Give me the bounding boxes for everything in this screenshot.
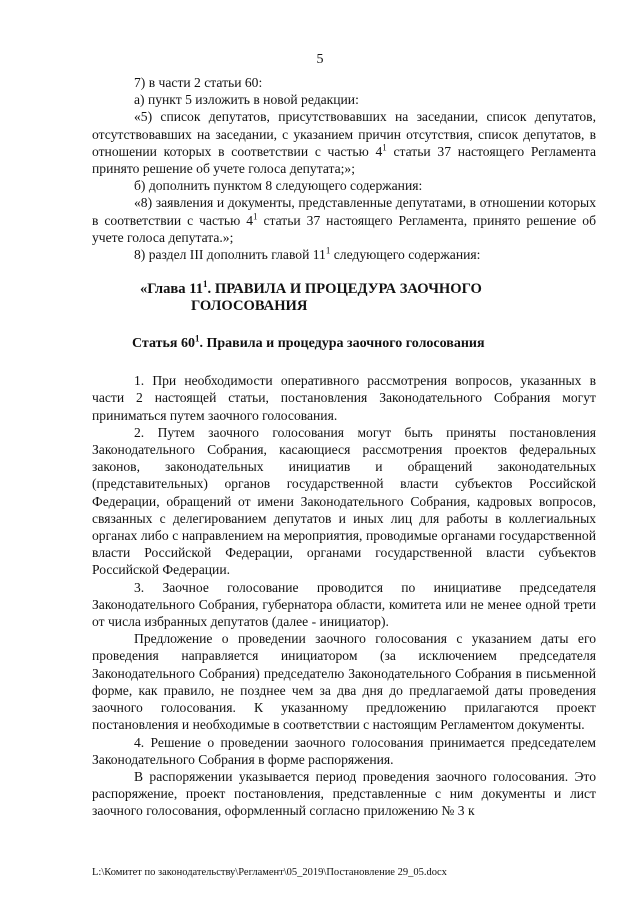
chapter-heading: «Глава $11^1$. ПРАВИЛА И ПРОЦЕДУРА ЗАОЧНОГО ГОЛОСОВАНИЯ [140,279,482,315]
article-paragraph: 1. При необходимости оперативного рассмотрения вопросов, указанных в части 2 настоящей статьи, постановления Законодательного Собрания могут приниматься путем заочного голосования. [92,373,596,423]
amendment-paragraph: 7) в части 2 статьи 60: [134,75,263,90]
amendment-paragraph: б) дополнить пунктом 8 следующего содержания: [134,178,423,194]
article-paragraph: Предложение о проведении заочного голосования с указанием даты его проведения направляется инициатором (за исключением председателя Законодательного Собрания) председателю Законодательного Собрания в письменной форме, как правило, не позднее чем за два дня до предлагаемой даты проведения заочного голосования. К указанному предложению прилагаются проект постановления и необходимые в соответствии с настоящим Регламентом документы. [92,631,596,733]
amendment-paragraph: 8) раздел III дополнить главой $11^1$ следующего содержания: [134,245,481,263]
article-paragraph: В распоряжении указывается период проведения заочного голосования. Это распоряжение, проект постановления, представленные с ним документы и лист заочного голосования, оформленный согласно приложению № 3 к [92,768,596,819]
amendment-paragraph: «8) заявления и документы, представленные депутатами, в отношении которых в соответствии с частью $4^1$ статьи 37 настоящего Регламента, принято решение об учете голоса депутата.»; [92,195,596,245]
article-heading: Статья $60^1$. Правила и процедура заочного голосования [132,333,485,352]
footer-file-path: L:\Комитет по законодательству\Регламент\05_2019\Постановление 29_05.docx [92,867,447,878]
amendment-paragraph: а) пункт 5 изложить в новой редакции: [134,92,359,108]
document-body [92,74,596,820]
amendment-paragraph: «5) список депутатов, присутствовавших на заседании, список депутатов, отсутствовавших на заседании, с указанием причин отсутствия, список депутатов, в отношении которых в соответствии с частью $4^1$ статьи 37 настоящего Регламента принято решение об учете голоса депутата;»; [92,109,596,177]
article-paragraph: 2. Путем заочного голосования могут быть приняты постановления Законодательного Собрания, касающиеся рассмотрения проектов федеральных законов, законодательных инициатив и обращений законодательных (представительных) органов государственной власти субъектов Российской Федерации, обращений от имени Законодательного Собрания, кадровых вопросов, связанных с делегированием депутатов и иных лиц для работы в коллегиальных органах либо с направлением на мероприятия, проводимые органами государственной власти Российской Федерации, органами государственной власти субъектов Российской Федерации. [92,424,596,578]
article-paragraph: 4. Решение о проведении заочного голосования принимается председателем Законодательного Собрания в форме распоряжения. [92,734,596,767]
article-paragraph: 3. Заочное голосование проводится по инициативе председателя Законодательного Собрания, губернатора области, комитета или не менее одной трети от числа избранных депутатов (далее - инициатор). [92,579,596,630]
page-number: 5 [316,52,324,67]
